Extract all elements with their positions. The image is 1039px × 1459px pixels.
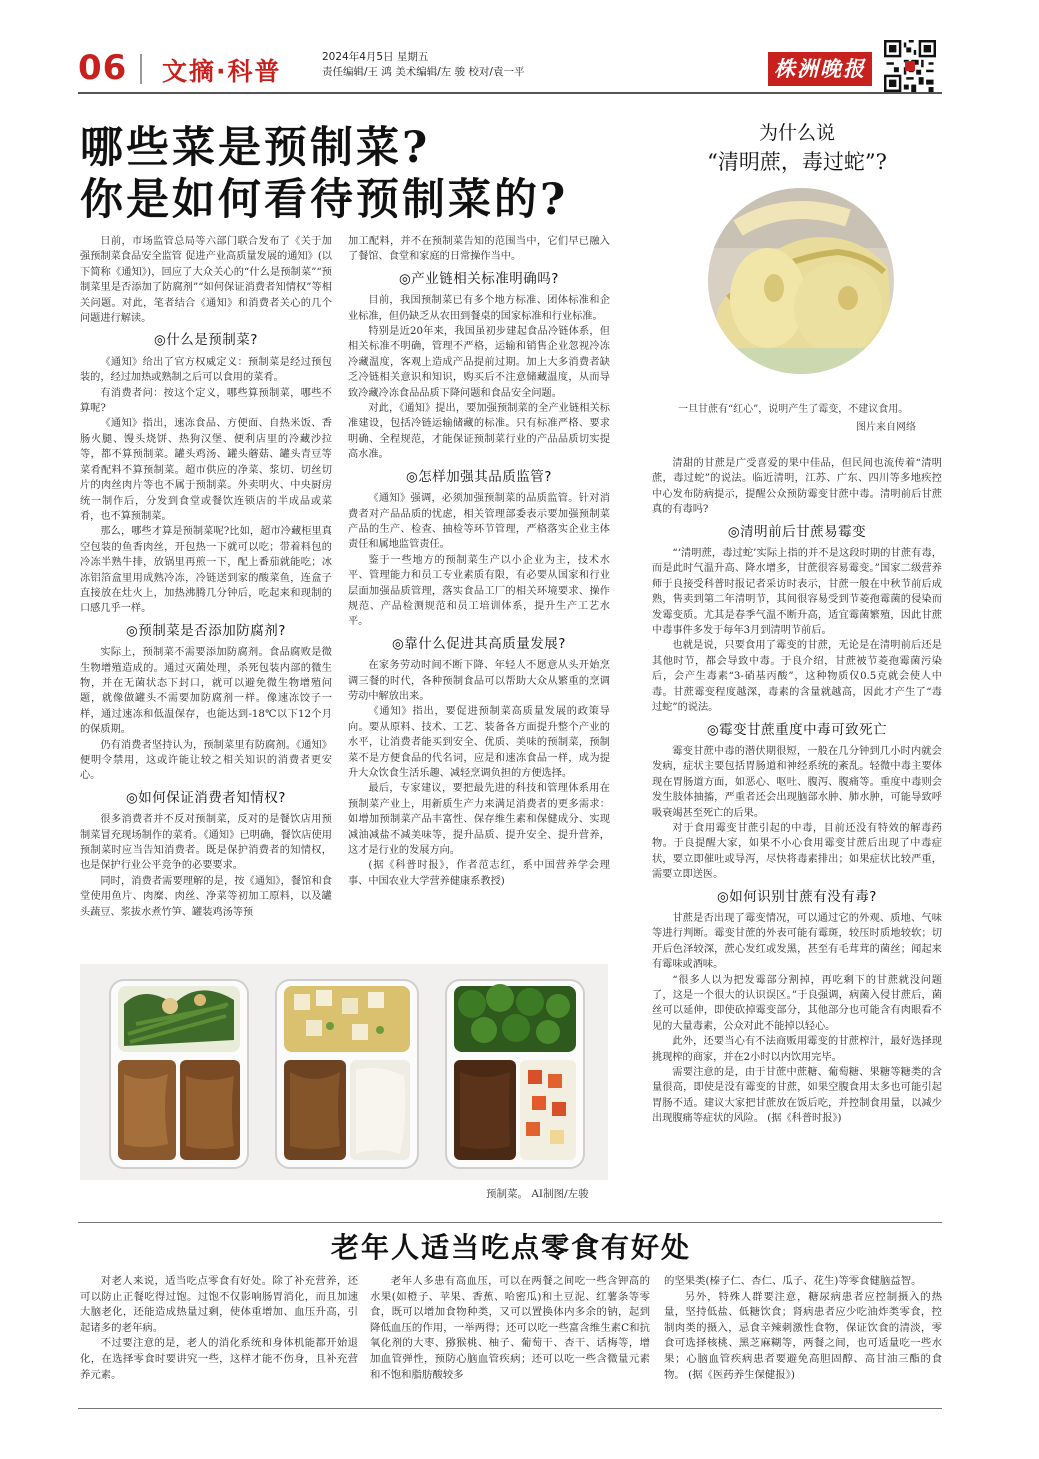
article-paragraph: 对于食用霉变甘蔗引起的中毒，目前还没有特效的解毒药物。于良提醒大家，如果不小心食用霉变甘蔗后出现了中毒症状，要立即催吐或导泻，尽快将毒素排出；如果症状比较严重，需要立即送医。 (652, 822, 942, 881)
article-paragraph: 在家务劳动时间不断下降、年轻人不愿意从头开始烹调三餐的时代，各种预制食品可以帮助大众从繁重的烹调劳动中解放出来。 (348, 660, 610, 702)
article-paragraph: 清甜的甘蔗是广受喜爱的果中佳品，但民间也流传着“清明蔗，毒过蛇”的说法。临近清明，江苏、广东、四川等多地疾控中心发布防病提示，提醒公众预防霉变甘蔗中毒。清明前后甘蔗真的有毒吗? (652, 458, 942, 516)
date-line: 2024年4月5日 星期五 (322, 51, 429, 63)
article-paragraph: 目前，我国预制菜已有多个地方标准、团体标准和企业标准，但仍缺乏从农田到餐桌的国家标准和行业标准。 (348, 295, 610, 322)
article-paragraph: “很多人以为把发霉部分割掉，再吃剩下的甘蔗就没问题了，这是一个很大的认识误区。”于良强调，病菌入侵甘蔗后，菌丝可以延伸，即使砍掉霉变部分，其他部分也可能含有肉眼看不见的大量毒素，公众对此不能掉以轻心。 (652, 974, 942, 1032)
main-headline-line1: 哪些菜是预制菜? (80, 123, 431, 173)
article-paragraph: 甘蔗是否出现了霉变情况，可以通过它的外观、质地、气味等进行判断。霉变甘蔗的外表可能有霉斑，较压时质地较软；切开后色泽较深，蔗心发红或发黑，甚至有毛茸茸的菌丝；闻起来有霉味或酒味。 (652, 912, 942, 971)
article-paragraph: 有消费者问：按这个定义，哪些算预制菜，哪些不算呢? (80, 387, 332, 415)
article-paragraph: 不过要注意的是，老人的消化系统和身体机能都开始退化，在选择零食时要讲究一些，这样才能不伤身，且补充营养元素。 (80, 1337, 358, 1381)
editors-line: 责任编辑/王 鸿 美术编辑/左 骏 校对/袁一平 (322, 66, 525, 78)
article-paragraph: 也就是说，只要食用了霉变的甘蔗，无论是在清明前后还是其他时节，都会导致中毒。于良介绍，甘蔗被节菱孢霉菌污染后，会产生毒素“3-硝基丙酸”，这种物质仅0.5克就会使人中毒。甘蔗霉变程度越深，毒素的含量就越高，因此才产生了“毒过蛇”的说法。 (652, 640, 942, 714)
subheading: ◎如何识别甘蔗有没有毒? (717, 888, 877, 905)
article-paragraph: 特别是近20年来，我国虽初步建起食品冷链体系，但相关标准不明确，管理不严格，运输和销售企业忽视冷冻冷藏温度，客观上造成产品提前过期。加上大多消费者缺乏冷链相关意识和知识，购买后不注意储藏温度，从而导致冷藏冷冻食品品质下降问题和食品安全问题。 (348, 326, 610, 399)
sugarcane-headline-line2: “清明蔗，毒过蛇”? (707, 150, 887, 174)
subheading: ◎预制菜是否添加防腐剂? (126, 622, 286, 639)
article-paragraph: 同时，消费者需要理解的是，按《通知》，餐馆和食堂使用鱼片、肉糜、肉丝、净菜等初加工原料，以及罐头蔬豆、浆拔水煮竹笋、罐装鸡汤等预 (80, 875, 332, 918)
sugarcane-headline-line1: 为什么说 (758, 122, 835, 144)
article-paragraph: 实际上，预制菜不需要添加防腐剂。食品腐败是微生物增殖造成的。通过灭菌处理，杀死包装内部的微生物，并在无菌状态下封口，就可以避免微生物增殖问题，就像做罐头不需要加防腐剂一样。像速冻饺子一样，通过速冻和低温保存，也能达到-18℃以下12个月的保质期。 (80, 647, 332, 736)
illustration-caption: 预制菜。 AI制图/左骏 (486, 1188, 589, 1200)
sugarcane-photo (708, 188, 894, 374)
subheading: ◎怎样加强其品质监管? (406, 468, 552, 485)
article-paragraph: 鉴于一些地方的预制菜生产以小企业为主，技术水平、管理能力和员工专业素质有限，有必要从国家和行业层面加强品质管理，落实食品工厂的相关环境要求、操作规范、产品检测规范和员工培训体系，提升生产工艺水平。 (348, 554, 610, 628)
article-paragraph: 老年人多患有高血压，可以在两餐之间吃一些含钾高的水果(如橙子、苹果、香蕉、哈密瓜)和土豆泥、红薯条等零食，既可以增加食物种类，又可以置换体内多余的钠，起到降低血压的作用，一举两得；还可以吃一些富含维生素C和抗氧化剂的大枣、猕猴桃、柚子、葡萄干、杏干、话梅等，增加血管弹性，预防心脑血管疾病；还可以吃一些含微量元素和不饱和脂肪酸较多 (370, 1275, 650, 1381)
subheading: ◎产业链相关标准明确吗? (399, 270, 559, 287)
article-paragraph: 此外，还要当心有不法商贩用霉变的甘蔗榨汁，最好选择现挑现榨的商家，并在2小时以内饮用完毕。 (652, 1036, 942, 1063)
article-paragraph: 《通知》强调，必须加强预制菜的品质监管。针对消费者对产品品质的忧虑，相关管理部委表示要加强预制菜产品的生产、检查、抽检等环节管理，严格落实企业主体责任和属地监管责任。 (348, 493, 610, 551)
article-paragraph: 加工配料，并不在预制菜告知的范围当中，它们早已融入了餐馆、食堂和家庭的日常操作当中。 (348, 236, 610, 263)
article-paragraph: 那么，哪些才算是预制菜呢?比如，超市冷藏柜里真空包装的鱼香肉丝，开包热一下就可以吃；带着料包的冷冻半熟牛排，放锅里再煎一下，配上番茄就能吃；冰冻铝箔盒里用成熟冷冻，冷链送到家的酸菜鱼，连盒子直接放在灶火上，加热沸腾几分钟后，吃起来和现制的口感几乎一样。 (80, 526, 332, 615)
snack-story-column-b (370, 1274, 650, 1383)
prepared-meals-illustration (80, 964, 608, 1180)
article-paragraph: 对老人来说，适当吃点零食有好处。除了补充营养，还可以防止正餐吃得过饱。过饱不仅影响肠胃消化，而且加速大脑老化，还能造成热量过剩，使体重增加、血压升高，引起诸多的老年病。 (80, 1275, 358, 1334)
article-paragraph: 《通知》指出，要促进预制菜高质量发展的政策导向。要从原料、技术、工艺、装备各方面提升整个产业的水平，让消费者能买到安全、优质、美味的预制菜，预制菜不是方便食品的代名词，应是和速冻食品一样，成为提升大众饮食生活乐趣、减轻烹调负担的方便选择。 (348, 706, 610, 779)
meal-tray-left (110, 980, 248, 1168)
meal-tray-middle (276, 980, 418, 1168)
article-credit: (据《科普时报》，作者范志红，系中国营养学会理事、中国农业大学营养健康系教授) (348, 860, 610, 887)
article-paragraph: 最后，专家建议，要把最先进的科技和管理体系用在预制菜产业上，用新质生产力来满足消费者的更多需求：如增加预制菜产品丰富性、保存维生素和保健成分、实现减油减盐不减美味等，提升品质、提升安全、提升营养，这才是行业的发展方向。 (348, 783, 610, 857)
subheading: ◎清明前后甘蔗易霉变 (727, 523, 867, 540)
header-rule (78, 92, 942, 94)
article-paragraph: 很多消费者并不反对预制菜，反对的是餐饮店用预制菜冒充现场制作的菜肴。《通知》已明确，餐饮店使用预制菜时应当告知消费者。既是保护消费者的知情权，也是保护行业公平竞争的必要要求。 (80, 814, 332, 872)
article-paragraph: 仍有消费者坚持认为，预制菜里有防腐剂。《通知》便明令禁用，这或许能让较之相关知识的消费者更安心。 (80, 739, 332, 782)
footer-rule (78, 1408, 942, 1409)
main-story-column-a (80, 234, 332, 920)
page-number: 06 (78, 48, 128, 88)
article-paragraph: 的坚果类(榛子仁、杏仁、瓜子、花生)等零食健脑益智。 (664, 1275, 922, 1287)
header-meta (322, 50, 524, 80)
article-paragraph: 《通知》给出了官方权威定义：预制菜是经过预包装的，经过加热或熟制之后可以食用的菜肴。 (80, 356, 332, 384)
article-paragraph: 日前，市场监管总局等六部门联合发布了《关于加强预制菜食品安全监管 促进产业高质量发展的通知》(以下简称《通知》)，回应了大众关心的“什么是预制菜”“预制菜里是否添加了防腐剂”“如何保证消费者知情权”等相关问题。对此，笔者结合《通知》和消费者关心的几个问题进行解读。 (80, 236, 332, 325)
subheading: ◎什么是预制菜? (154, 332, 258, 349)
header-divider (140, 54, 142, 84)
section-name: 文摘·科普 (162, 57, 282, 86)
meal-tray-right (446, 980, 584, 1168)
article-paragraph: 需要注意的是，由于甘蔗中蔗糖、葡萄糖、果糖等糖类的含量很高，即使是没有霉变的甘蔗，如果空腹食用太多也可能引起胃肠不适。建议大家把甘蔗放在饭后吃，并控制食用量，以减少出现腹痛等症状的风险。 (据《科普时报》) (652, 1067, 942, 1125)
snack-story-column-a (80, 1274, 358, 1383)
photo-caption: 一旦甘蔗有“红心”，说明产生了霉变，不建议食用。 (678, 404, 909, 415)
qr-code-icon (884, 40, 936, 92)
snack-headline: 老年人适当吃点零食有好处 (330, 1231, 691, 1264)
main-headline-line2: 你是如何看待预制菜的? (80, 175, 569, 225)
article-paragraph: 《通知》指出，速冻食品、方便面、自热米饭、香肠火腿、馒头烧饼、热狗汉堡、便利店里的冷藏沙拉等，都不算预制菜。罐头鸡汤、罐头蘑菇、罐头青豆等菜肴配料不算预制菜。超市供应的净菜、浆切、切丝切片的肉丝肉片等也不属于预制菜。外卖明火、中央厨房统一制作后，分发到食堂或餐饮连锁店的半成品或菜肴，也不算预制菜。 (80, 418, 332, 522)
article-paragraph: 对此，《通知》提出，要加强预制菜的全产业链相关标准建设，包括冷链运输储藏的标准。只有标准严格、要求明确、全程规范，才能保证预制菜行业的产品品质切实提高水准。 (348, 403, 610, 461)
article-paragraph: “‘清明蔗，毒过蛇’实际上指的并不是这段时期的甘蔗有毒，而是此时气温升高、降水增多，甘蔗很容易霉变。”国家二级营养师于良接受科普时报记者采访时表示，甘蔗一般在中秋节前后成熟，售卖到第二年清明节，其间很容易受到节菱孢霉菌的侵染而发霉变质。尤其是春季气温不断升高，适宜霉菌繁殖，因此甘蔗中毒事件多发于每年3月到清明节前后。 (652, 548, 942, 637)
sugarcane-story-column (652, 456, 942, 1127)
photo-credit: 图片来自网络 (856, 422, 916, 433)
article-paragraph: 另外，特殊人群要注意，糖尿病患者应控制摄入的热量，坚持低盐、低糖饮食；肾病患者应少吃油炸类零食，控制肉类的摄入，忌食辛辣刺激性食物，保证饮食的清淡，零食可选择核桃、黑芝麻糊等，两餐之间，也可适量吃一些水果；心脑血管疾病患者要避免高胆固醇、高甘油三酯的食物。 (据《医药养生保健报》) (664, 1290, 942, 1381)
masthead-logo: 株洲晚报 (768, 52, 872, 86)
section-rule (78, 1222, 942, 1223)
subheading: ◎靠什么促进其高质量发展? (392, 635, 566, 652)
subheading: ◎霉变甘蔗重度中毒可致死亡 (706, 721, 888, 738)
article-paragraph: 霉变甘蔗中毒的潜伏期很短，一般在几分钟到几小时内就会发病，症状主要包括胃肠道和神经系统的紊乱。轻微中毒主要体现在胃肠道方面，如恶心、呕吐、腹泻、腹痛等。重度中毒则会发生肢体抽搐，严重者还会出现脑部水肿、肺水肿，可能导致呼吸衰竭甚至死亡的后果。 (652, 745, 942, 819)
snack-story-column-c (664, 1274, 942, 1383)
subheading: ◎如何保证消费者知情权? (126, 789, 286, 806)
main-story-column-b (348, 234, 610, 889)
